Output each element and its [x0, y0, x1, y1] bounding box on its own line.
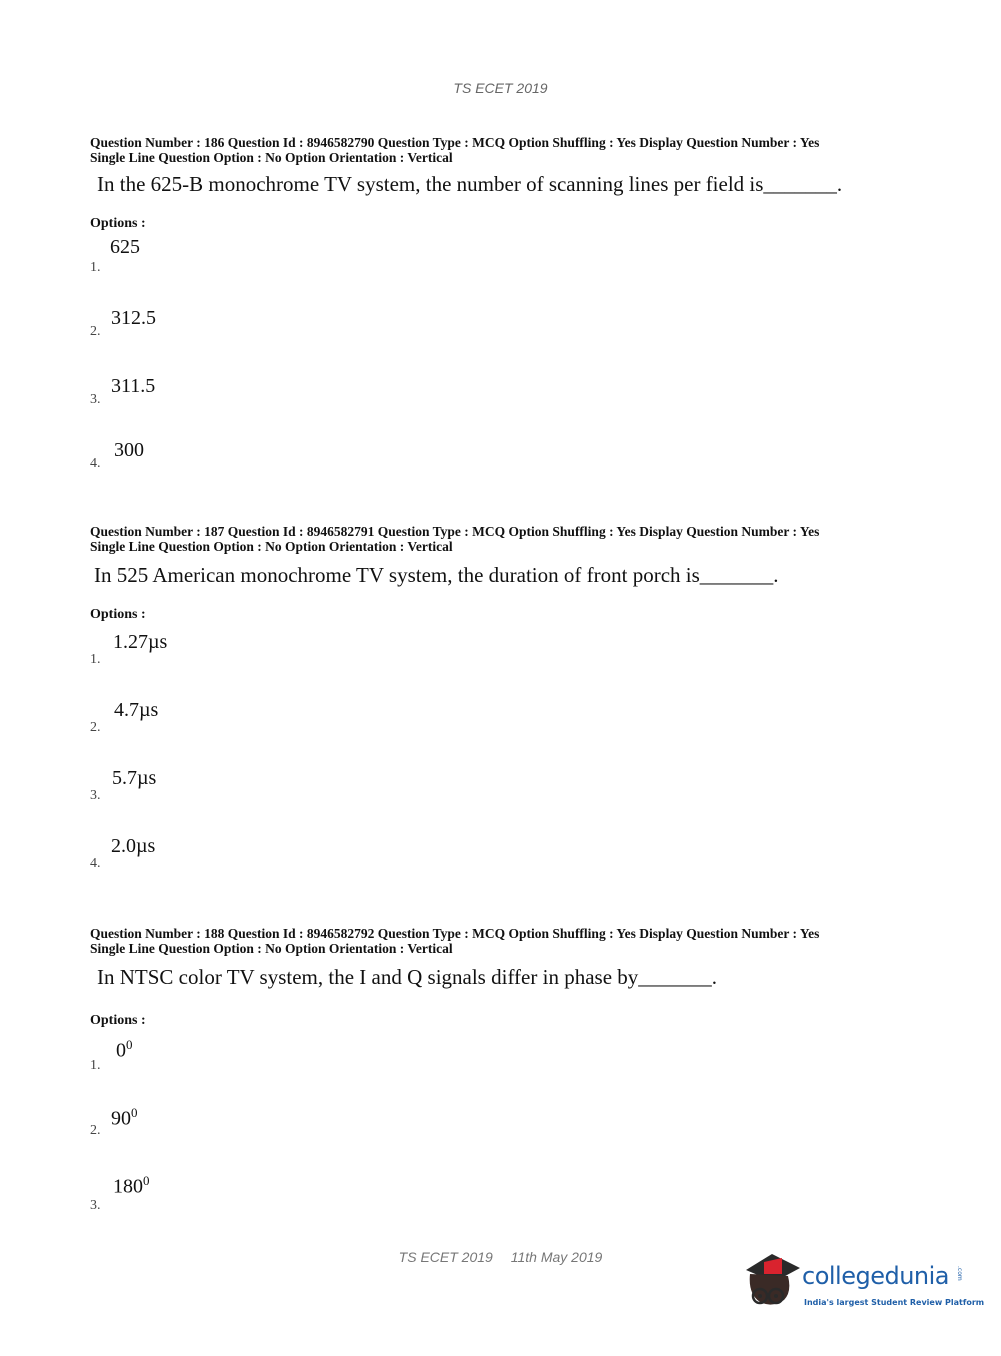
- question-meta-line1: Question Number : 188 Question Id : 8946582792 Question Type : MCQ Option Shuffling : Yes Display Question Number : Yes: [90, 926, 820, 941]
- option-1: [90, 631, 490, 671]
- option-number: 1.: [90, 1058, 101, 1073]
- degree-superscript: 0: [143, 1173, 150, 1188]
- question-meta-line2: Single Line Question Option : No Option Orientation : Vertical: [90, 538, 453, 554]
- option-number: 1.: [90, 652, 101, 667]
- question-stem: In 525 American monochrome TV system, the duration of front porch is_______.: [94, 563, 779, 587]
- option-number: 2.: [90, 324, 101, 339]
- option-value: $0^0$: [116, 1037, 133, 1062]
- option-4: [90, 439, 490, 479]
- option-4: [90, 835, 490, 875]
- option-1: [90, 236, 490, 276]
- option-2: [90, 699, 490, 739]
- question-meta-line2: Single Line Question Option : No Option Orientation : Vertical: [90, 149, 453, 165]
- option-number: 2.: [90, 1123, 101, 1138]
- option-number: 3.: [90, 788, 101, 803]
- question-meta-line2: Single Line Question Option : No Option Orientation : Vertical: [90, 940, 453, 956]
- options-label: Options :: [90, 607, 146, 622]
- option-value: 2.0µs: [111, 835, 156, 857]
- option-value: $90^0$: [111, 1105, 138, 1130]
- option-value: 5.7µs: [112, 767, 157, 789]
- option-value: 1.27µs: [113, 631, 168, 653]
- option-value: 312.5: [111, 307, 156, 329]
- option-value: 625: [110, 236, 140, 258]
- brand-domain-suffix: .com: [956, 1266, 963, 1281]
- footer-date: 11th May 2019: [510, 1249, 603, 1265]
- question-187: [90, 524, 920, 871]
- brand-tagline: India's largest Student Review Platform: [804, 1298, 985, 1307]
- question-stem: In the 625-B monochrome TV system, the number of scanning lines per field is_______.: [97, 172, 843, 196]
- option-value: 4.7µs: [114, 699, 159, 721]
- options-label: Options :: [90, 216, 146, 231]
- option-2: [90, 1105, 490, 1145]
- footer-exam: TS ECET 2019: [398, 1249, 493, 1265]
- brand-name: collegedunia: [802, 1262, 950, 1290]
- option-2: [90, 307, 490, 347]
- option-number: 4.: [90, 856, 101, 871]
- question-188: [90, 926, 920, 1213]
- page-header: TS ECET 2019: [453, 80, 548, 96]
- question-186: [90, 135, 920, 471]
- collegedunia-logo[interactable]: [742, 1252, 985, 1322]
- option-value: 311.5: [111, 375, 156, 397]
- question-stem: In NTSC color TV system, the I and Q signals differ in phase by_______.: [97, 965, 718, 989]
- option-number: 1.: [90, 260, 101, 275]
- mascot-icon: [742, 1252, 802, 1314]
- question-meta-line1: Question Number : 186 Question Id : 8946582790 Question Type : MCQ Option Shuffling : Yes Display Question Number : Yes: [90, 135, 820, 150]
- option-value: $180^0$: [113, 1173, 150, 1198]
- option-3: [90, 767, 490, 807]
- option-3: [90, 375, 490, 415]
- option-number: 4.: [90, 456, 101, 471]
- option-number: 2.: [90, 720, 101, 735]
- option-3: [90, 1173, 490, 1213]
- option-number: 3.: [90, 1198, 101, 1213]
- degree-superscript: 0: [131, 1105, 138, 1120]
- option-number: 3.: [90, 392, 101, 407]
- degree-superscript: 0: [126, 1037, 133, 1052]
- option-1: [90, 1037, 490, 1077]
- options-label: Options :: [90, 1013, 146, 1028]
- option-value: 300: [114, 439, 144, 461]
- question-meta-line1: Question Number : 187 Question Id : 8946582791 Question Type : MCQ Option Shuffling : Yes Display Question Number : Yes: [90, 524, 820, 539]
